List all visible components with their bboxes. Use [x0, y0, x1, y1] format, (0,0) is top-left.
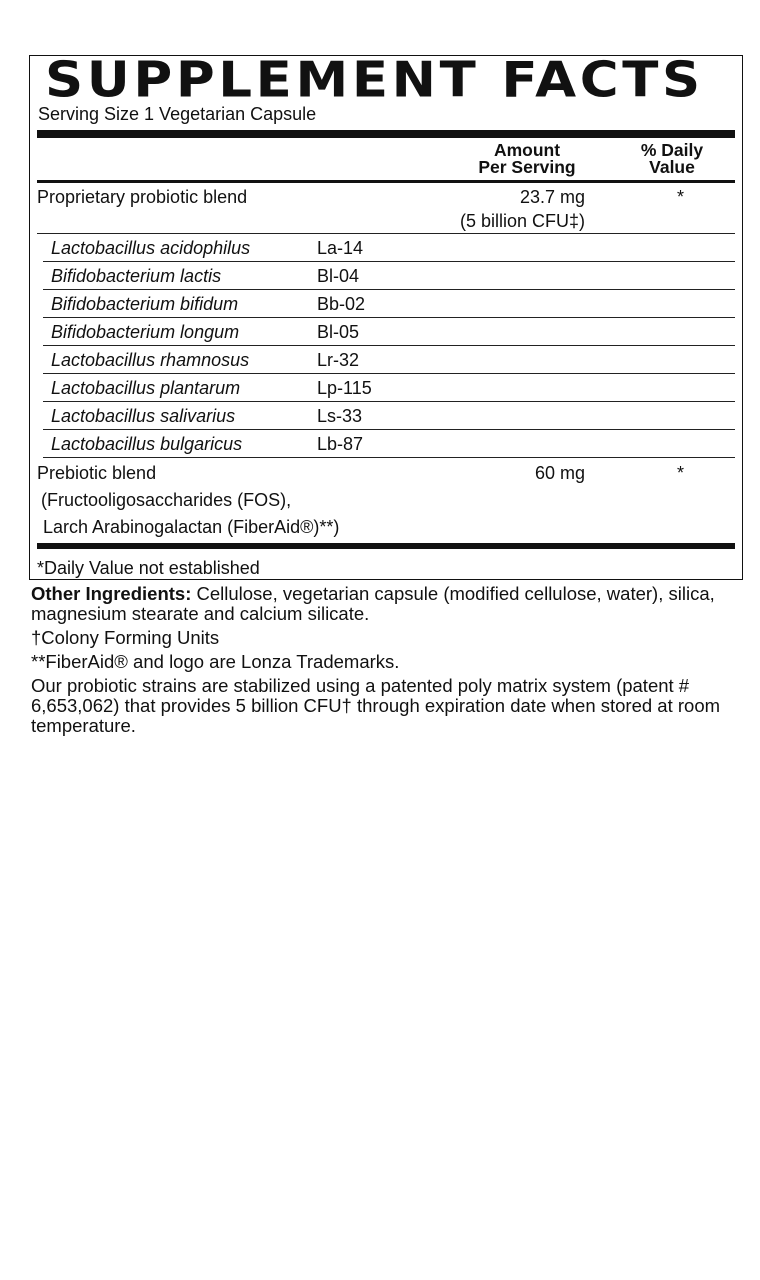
strain-species: Lactobacillus acidophilus	[51, 238, 251, 258]
strain-species: Lactobacillus salivarius	[51, 406, 236, 426]
strain-code: Bl-05	[317, 322, 360, 342]
other-ingredients-label: Other Ingredients:	[31, 583, 192, 604]
probiotic-blend-amount: 23.7 mg	[519, 187, 585, 207]
serving-size: Serving Size 1 Vegetarian Capsule	[38, 104, 317, 124]
strain-row	[37, 402, 735, 429]
prebiotic-blend-row	[37, 458, 735, 543]
probiotic-blend-row	[37, 183, 735, 233]
prebiotic-blend-line2: (Fructooligosaccharides (FOS),	[41, 490, 292, 510]
strain-species: Bifidobacterium longum	[51, 322, 240, 342]
strain-species: Lactobacillus rhamnosus	[51, 350, 250, 370]
notes-section	[31, 584, 747, 740]
probiotic-blend-cfu: (5 billion CFU‡)	[459, 211, 585, 231]
strain-code: Lr-32	[317, 350, 360, 370]
amount-header-line1: Amount	[493, 140, 561, 160]
other-ingredients	[31, 584, 747, 624]
strain-row	[37, 290, 735, 317]
dv-header-line1: % Daily	[640, 140, 704, 160]
strain-list	[37, 234, 735, 458]
dv-header-line2: Value	[649, 157, 695, 177]
cfu-note: †Colony Forming Units	[31, 627, 220, 648]
column-header	[37, 138, 735, 180]
strain-species: Bifidobacterium lactis	[51, 266, 222, 286]
strain-species: Lactobacillus plantarum	[51, 378, 241, 398]
strain-species: Bifidobacterium bifidum	[51, 294, 239, 314]
amount-header	[457, 142, 597, 176]
probiotic-blend-dv: *	[677, 187, 685, 207]
strain-code: Bb-02	[317, 294, 366, 314]
daily-value-footnote: *Daily Value not established	[37, 558, 260, 578]
strain-code: Lp-115	[317, 378, 372, 398]
strain-code: Ls-33	[317, 406, 363, 426]
strain-species: Lactobacillus bulgaricus	[51, 434, 243, 454]
strain-code: Bl-04	[317, 266, 360, 286]
strain-row	[37, 346, 735, 373]
strain-row	[37, 318, 735, 345]
strain-code: Lb-87	[317, 434, 364, 454]
strain-code: La-14	[317, 238, 364, 258]
amount-header-line2: Per Serving	[478, 157, 576, 177]
prebiotic-blend-amount: 60 mg	[534, 463, 585, 483]
panel-title: SUPPLEMENT FACTS	[45, 52, 704, 109]
probiotic-blend-name: Proprietary probiotic blend	[37, 187, 248, 207]
footnote-row	[37, 549, 735, 583]
prebiotic-blend-name: Prebiotic blend	[37, 463, 157, 483]
daily-value-header	[627, 142, 717, 176]
thick-rule	[37, 130, 735, 138]
stability-note: Our probiotic strains are stabilized using a patented poly matrix system (patent # 6,653,062) that provides 5 billion CFU† through expiration date when stored at room temperature.	[31, 675, 721, 736]
trademark-note: **FiberAid® and logo are Lonza Trademarks.	[31, 651, 400, 672]
strain-row	[37, 374, 735, 401]
prebiotic-blend-dv: *	[677, 463, 685, 483]
supplement-facts-panel	[29, 52, 743, 580]
strain-row	[37, 430, 735, 457]
strain-row	[37, 234, 735, 261]
strain-row	[37, 262, 735, 289]
prebiotic-blend-line3: Larch Arabinogalactan (FiberAid®)**)	[43, 517, 340, 537]
other-ingredients-text: Cellulose, vegetarian capsule (modified cellulose, water), silica, magnesium stearate and calcium silicate.	[31, 583, 715, 624]
